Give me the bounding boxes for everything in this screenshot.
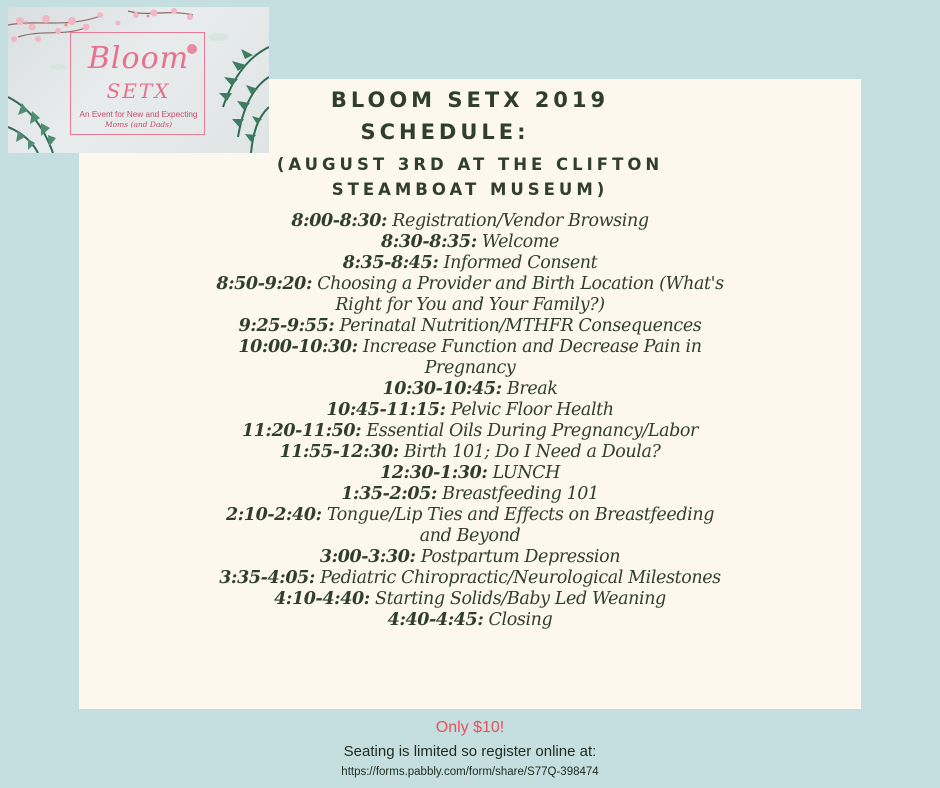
schedule-time: 10:30-10:45: xyxy=(382,379,502,399)
schedule-event: Postpartum Depression xyxy=(420,547,621,567)
schedule-time: 4:10-4:40: xyxy=(274,589,370,609)
page-title-line1: BLOOM SETX 2019 xyxy=(330,88,610,112)
schedule-time: 11:20-11:50: xyxy=(241,421,362,441)
schedule-item xyxy=(210,610,730,631)
schedule-item xyxy=(210,316,730,337)
schedule-event: Birth 101; Do I Need a Doula? xyxy=(403,442,661,462)
schedule-event: Pelvic Floor Health xyxy=(450,400,614,420)
schedule-item xyxy=(210,442,730,463)
schedule-time: 12:30-1:30: xyxy=(379,463,488,483)
registration-link[interactable]: https://forms.pabbly.com/form/share/S77Q-398474 xyxy=(341,766,599,778)
schedule-item xyxy=(210,274,730,316)
seating-notice: Seating is limited so register online at: xyxy=(343,743,597,760)
schedule-event: Increase Function and Decrease Pain in Pregnancy xyxy=(362,337,702,378)
schedule-time: 10:00-10:30: xyxy=(238,337,358,357)
logo-title: Bloom xyxy=(87,41,190,76)
schedule-item xyxy=(210,547,730,568)
schedule-event: Closing xyxy=(488,610,553,630)
schedule-item xyxy=(210,253,730,274)
schedule-item xyxy=(210,400,730,421)
schedule-event: Registration/Vendor Browsing xyxy=(392,211,649,231)
schedule-time: 8:35-8:45: xyxy=(342,253,439,273)
logo-tagline-line2: Moms (and Dads) xyxy=(104,120,172,129)
schedule-item xyxy=(210,484,730,505)
schedule-time: 1:35-2:05: xyxy=(341,484,437,504)
logo-tagline-line1: An Event for New and Expecting xyxy=(79,110,198,119)
schedule-time: 2:10-2:40: xyxy=(225,505,322,525)
schedule-item xyxy=(210,589,730,610)
schedule-event: LUNCH xyxy=(492,463,561,483)
schedule-time: 3:00-3:30: xyxy=(319,547,416,567)
schedule-item xyxy=(210,232,730,253)
schedule-time: 8:50-9:20: xyxy=(216,274,313,294)
schedule-time: 11:55-12:30: xyxy=(279,442,399,462)
schedule-event: Tongue/Lip Ties and Effects on Breastfeeding and Beyond xyxy=(326,505,715,546)
schedule-time: 10:45-11:15: xyxy=(326,400,446,420)
schedule-item xyxy=(210,505,730,547)
schedule-event: Starting Solids/Baby Led Weaning xyxy=(375,589,666,609)
bloom-setx-logo xyxy=(8,7,269,153)
schedule-item xyxy=(210,568,730,589)
page-title-line2: SCHEDULE: xyxy=(360,120,530,144)
schedule-event: Breastfeeding 101 xyxy=(442,484,599,504)
schedule-time: 9:25-9:55: xyxy=(238,316,335,336)
schedule-event: Choosing a Provider and Birth Location (What's Right for You and Your Family?) xyxy=(317,274,724,315)
schedule-time: 8:30-8:35: xyxy=(381,232,477,252)
price-text: Only $10! xyxy=(435,719,505,736)
logo-subtitle: SETX xyxy=(106,79,171,103)
schedule-item xyxy=(210,463,730,484)
event-date-location: (AUGUST 3RD AT THE CLIFTON STEAMBOAT MUSEUM) xyxy=(276,155,664,199)
schedule-time: 3:35-4:05: xyxy=(219,568,315,588)
schedule-event: Perinatal Nutrition/MTHFR Consequences xyxy=(339,316,702,336)
schedule-time: 8:00-8:30: xyxy=(291,211,388,231)
schedule-event: Pediatric Chiropractic/Neurological Milestones xyxy=(320,568,721,588)
schedule-item xyxy=(210,211,730,232)
logo-tagline xyxy=(68,110,209,130)
schedule-item xyxy=(210,337,730,379)
schedule-time: 4:40-4:45: xyxy=(387,610,484,630)
schedule-event: Essential Oils During Pregnancy/Labor xyxy=(366,421,699,441)
schedule-event: Welcome xyxy=(481,232,559,252)
schedule-list xyxy=(210,211,730,631)
schedule-item xyxy=(210,421,730,442)
schedule-event: Break xyxy=(506,379,558,399)
schedule-event: Informed Consent xyxy=(443,253,598,273)
schedule-item xyxy=(210,379,730,400)
